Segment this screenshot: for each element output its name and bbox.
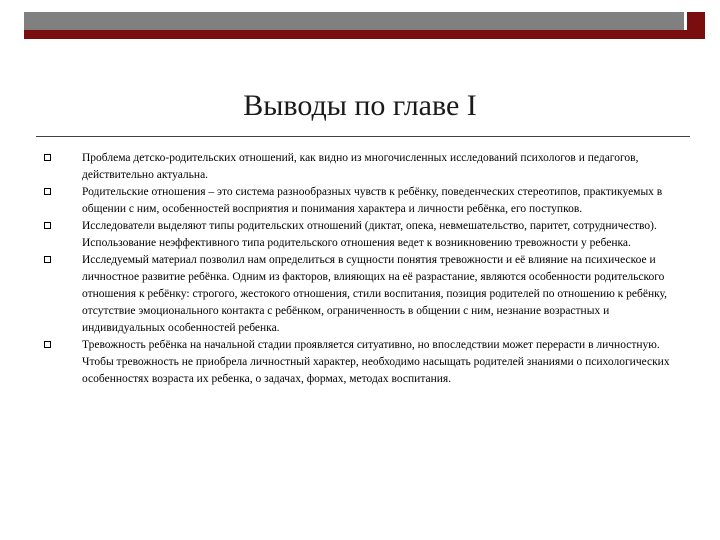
maroon-accent-rule: [24, 30, 705, 39]
list-item: [40, 150, 690, 184]
conclusions-list: [40, 150, 690, 388]
bullet-text: Исследуемый материал позволил нам определиться в сущности понятия тревожности и её влияние на психическое и личностное развитие ребёнка. Одним из факторов, влияющих на её разрастание, являются особенности родительского отношения к ребёнку: строгого, жестокого отношения, стили воспитания, позиция родителей по отношению к ребёнку, отсутствие эмоционального контакта с ребёнком, ограниченность в общении с ним, незнание возрастных и индивидуальных особенностей ребенка.: [82, 254, 668, 334]
hollow-square-icon: [44, 154, 51, 161]
list-item: [40, 218, 690, 252]
list-item: [40, 337, 690, 388]
list-item: [40, 252, 690, 337]
bullet-text: Исследователи выделяют типы родительских отношений (диктат, опека, невмешательство, паритет, сотрудничество). Использование неэффективного типа родительского отношения ведет к возникновению тревожности у ребенка.: [82, 220, 657, 249]
bullet-text: Проблема детско-родительских отношений, как видно из многочисленных исследований психологов и педагогов, действительно актуальна.: [82, 152, 639, 181]
list-item: [40, 184, 690, 218]
hollow-square-icon: [44, 256, 51, 263]
bullet-text: Тревожность ребёнка на начальной стадии проявляется ситуативно, но впоследствии может перерасти в личностную. Чтобы тревожность не приобрела личностный характер, необходимо насыщать родителей знаниями о психологических особенностях возраста их ребенка, о задачах, формах, методах воспитания.: [82, 339, 670, 385]
top-decorative-band: [24, 12, 684, 30]
hollow-square-icon: [44, 222, 51, 229]
slide-title: Выводы по главе I: [243, 89, 477, 122]
hollow-square-icon: [44, 341, 51, 348]
hollow-square-icon: [44, 188, 51, 195]
corner-accent-square: [687, 12, 705, 30]
bullet-text: Родительские отношения – это система разнообразных чувств к ребёнку, поведенческих стереотипов, практикуемых в общении с ним, особенностей восприятия и понимания характера и личности ребёнка, его поступков.: [82, 186, 663, 215]
title-divider: [36, 136, 690, 137]
